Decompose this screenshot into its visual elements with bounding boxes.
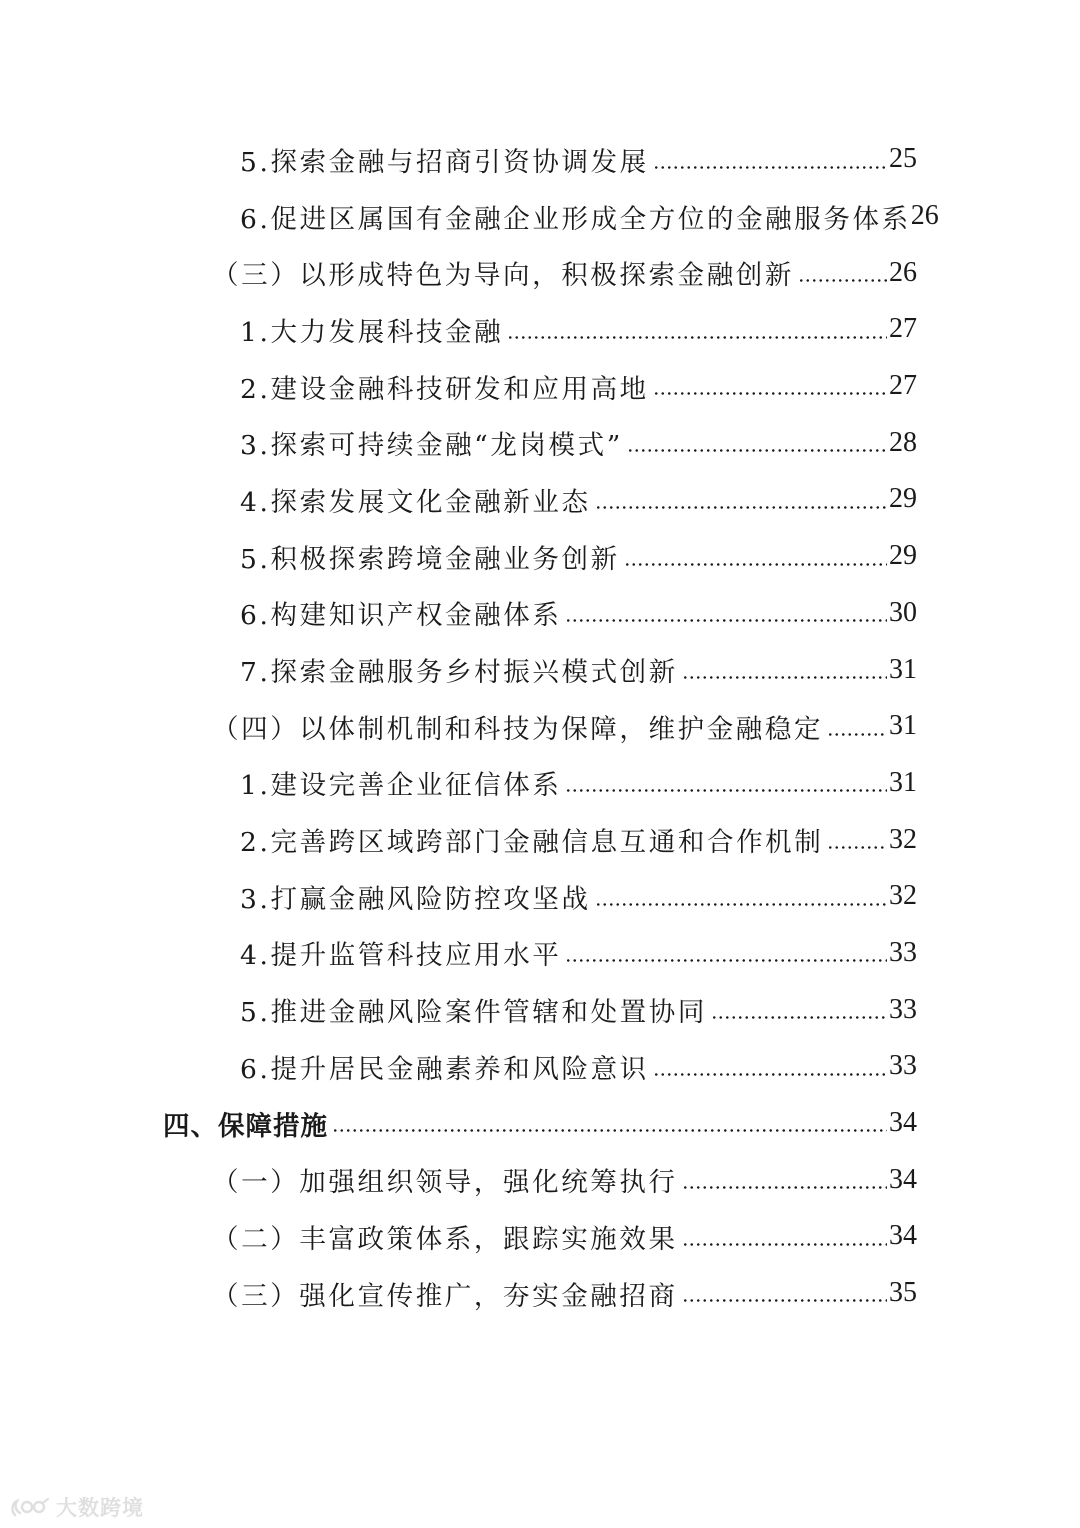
dot-leader [827,733,887,736]
toc-entry-page-number: 34 [889,1107,917,1139]
dot-leader [798,279,887,282]
toc-entry-page-number: 33 [889,936,917,968]
toc-entry-page-number: 26 [910,200,939,232]
toc-entry[interactable] [0,358,1080,415]
table-of-contents [0,131,1080,1321]
toc-entry-page-number: 27 [889,313,917,345]
toc-entry-title: 四、保障措施 [163,1110,328,1142]
toc-entry[interactable] [0,1038,1080,1095]
toc-entry-title: 3.探索可持续金融“龙岗模式” [240,430,623,462]
toc-entry-page-number: 27 [889,370,917,402]
toc-entry-page-number: 26 [889,256,917,288]
toc-entry[interactable] [0,528,1080,585]
toc-entry-title: 5.推进金融风险案件管辖和处置协同 [240,997,707,1029]
toc-entry[interactable] [0,755,1080,812]
dot-leader [711,1016,887,1019]
watermark-text: 大数跨境 [56,1496,144,1520]
toc-entry-page-number: 32 [889,880,917,912]
toc-entry-title: 6.促进区属国有金融企业形成全方位的金融服务体系 [240,203,911,235]
dot-leader [682,676,887,679]
toc-entry-page-number: 29 [889,540,917,572]
toc-entry-title: 5.探索金融与招商引资协调发展 [240,146,649,178]
toc-entry-title: 1.大力发展科技金融 [240,316,504,348]
dot-leader [682,1186,887,1189]
dot-leader [682,1299,887,1302]
toc-entry[interactable] [0,1095,1080,1152]
watermark [10,1492,144,1522]
toc-entry-title: 7.探索金融服务乡村振兴模式创新 [240,657,678,689]
dot-leader [682,1243,887,1246]
dot-leader [595,903,887,906]
dot-leader [624,563,887,566]
toc-entry-title: （四）以体制机制和科技为保障，维护金融稳定 [212,713,824,745]
toc-entry-title: 3.打赢金融风险防控攻坚战 [240,883,591,915]
toc-entry-page-number: 33 [889,1050,917,1082]
toc-entry[interactable] [0,301,1080,358]
toc-entry[interactable] [0,925,1080,982]
toc-entry-page-number: 31 [889,766,917,798]
toc-entry-title: （三）强化宣传推广，夯实金融招商 [212,1280,678,1312]
dot-leader [565,959,887,962]
dot-leader [653,1073,887,1076]
dot-leader [653,166,887,169]
toc-entry-title: 6.提升居民金融素养和风险意识 [240,1053,649,1085]
toc-entry-page-number: 34 [889,1220,917,1252]
toc-entry-title: （一）加强组织领导，强化统筹执行 [212,1167,678,1199]
toc-entry-page-number: 33 [889,993,917,1025]
toc-entry[interactable] [0,641,1080,698]
toc-entry[interactable] [0,1265,1080,1322]
dot-leader [565,619,887,622]
toc-entry[interactable] [0,698,1080,755]
toc-entry[interactable] [0,1151,1080,1208]
toc-entry-title: （二）丰富政策体系，跟踪实施效果 [212,1223,678,1255]
toc-entry[interactable] [0,188,1080,245]
toc-entry-page-number: 32 [889,823,917,855]
toc-entry[interactable] [0,811,1080,868]
toc-entry-page-number: 31 [889,710,917,742]
logo-icon [10,1494,50,1520]
toc-entry-page-number: 30 [889,596,917,628]
toc-entry[interactable] [0,244,1080,301]
toc-entry-page-number: 31 [889,653,917,685]
dot-leader [653,392,887,395]
toc-entry-page-number: 28 [889,426,917,458]
toc-entry[interactable] [0,1208,1080,1265]
dot-leader [627,449,887,452]
toc-entry-title: 4.探索发展文化金融新业态 [240,486,591,518]
toc-entry-page-number: 34 [889,1163,917,1195]
dot-leader [595,506,887,509]
toc-entry-title: （三）以形成特色为导向，积极探索金融创新 [212,260,794,292]
toc-entry[interactable] [0,868,1080,925]
toc-entry-title: 6.构建知识产权金融体系 [240,600,562,632]
toc-entry[interactable] [0,471,1080,528]
dot-leader [827,846,887,849]
toc-entry-title: 1.建设完善企业征信体系 [240,770,562,802]
dot-leader [507,336,887,339]
toc-entry-title: 4.提升监管科技应用水平 [240,940,562,972]
dot-leader [565,789,887,792]
dot-leader [332,1129,887,1132]
toc-entry-page-number: 29 [889,483,917,515]
toc-entry-title: 2.完善跨区域跨部门金融信息互通和合作机制 [240,827,824,859]
toc-entry-title: 2.建设金融科技研发和应用高地 [240,373,649,405]
toc-entry[interactable] [0,981,1080,1038]
toc-entry-page-number: 25 [889,143,917,175]
toc-entry-page-number: 35 [889,1277,917,1309]
toc-entry[interactable] [0,414,1080,471]
toc-entry-title: 5.积极探索跨境金融业务创新 [240,543,620,575]
toc-entry[interactable] [0,131,1080,188]
toc-entry[interactable] [0,585,1080,642]
